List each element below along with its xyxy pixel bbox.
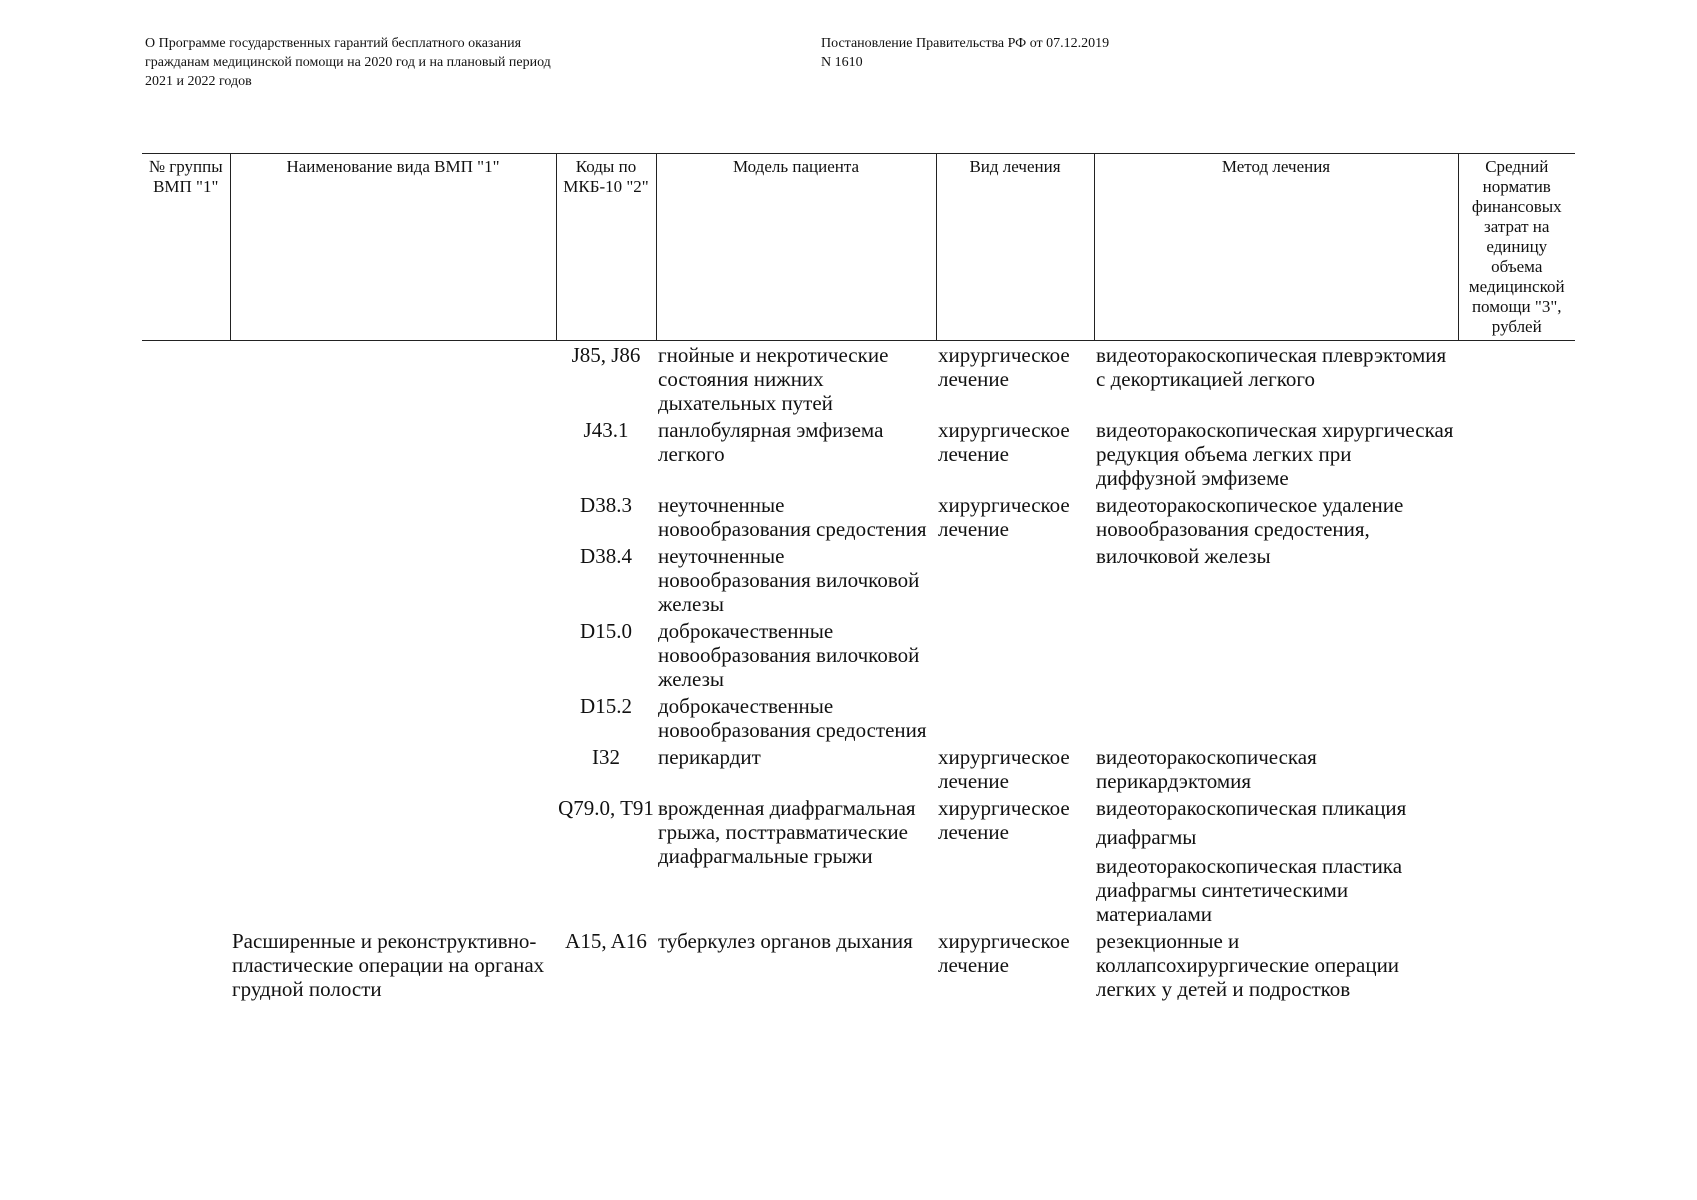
table-row	[142, 341, 1575, 417]
cell-icd-code: A15, A16	[565, 929, 647, 953]
cell-cost	[1458, 692, 1575, 743]
cell-patient-model: перикардит	[658, 745, 761, 769]
cell-group-number	[142, 794, 230, 927]
cell-treatment-method	[1094, 692, 1458, 743]
table-row	[142, 416, 1575, 491]
cell-group-number	[142, 416, 230, 491]
cell-group-number	[142, 491, 230, 542]
cell-treatment-type: хирургическое лечение	[938, 493, 1070, 541]
col-header-patient-model: Модель пациента	[656, 154, 936, 341]
cell-group-number	[142, 692, 230, 743]
cell-icd-code: Q79.0, T91	[558, 796, 654, 820]
cell-cost	[1458, 743, 1575, 794]
table-row	[142, 794, 1575, 927]
cell-cost	[1458, 542, 1575, 617]
col-header-icd-codes: Коды по МКБ-10 "2"	[556, 154, 656, 341]
cell-treatment-type	[936, 617, 1094, 692]
vmp-table	[142, 153, 1575, 1002]
cell-group-number	[142, 743, 230, 794]
cell-treatment-method: видеоторакоскопическая перикардэктомия	[1096, 745, 1317, 793]
cell-patient-model: врожденная диафрагмальная грыжа, посттравматические диафрагмальные грыжи	[658, 796, 916, 868]
col-header-group-number: № группы ВМП "1"	[142, 154, 230, 341]
cell-patient-model: неуточненные новообразования средостения	[658, 493, 927, 541]
method-line: видеоторакоскопическая пликация	[1096, 796, 1407, 820]
col-header-treatment-type: Вид лечения	[936, 154, 1094, 341]
cell-vmp-name	[230, 617, 556, 692]
cell-vmp-name	[230, 692, 556, 743]
cell-treatment-method	[1094, 794, 1458, 927]
cell-group-number	[142, 617, 230, 692]
cell-patient-model: неуточненные новообразования вилочковой железы	[658, 544, 920, 616]
cell-treatment-method: вилочковой железы	[1096, 544, 1271, 568]
table-row	[142, 617, 1575, 692]
cell-patient-model: гнойные и некротические состояния нижних дыхательных путей	[658, 343, 889, 415]
cell-icd-code: D15.0	[580, 619, 632, 643]
cell-treatment-method	[1094, 617, 1458, 692]
cell-group-number	[142, 927, 230, 1002]
col-header-vmp-name: Наименование вида ВМП "1"	[230, 154, 556, 341]
cell-treatment-type: хирургическое лечение	[938, 745, 1070, 793]
cell-cost	[1458, 927, 1575, 1002]
cell-group-number	[142, 341, 230, 417]
col-header-cost-standard: Средний норматив финансовых затрат на единицу объема медицинской помощи "3", рублей	[1458, 154, 1575, 341]
cell-treatment-type: хирургическое лечение	[938, 796, 1070, 844]
cell-cost	[1458, 794, 1575, 927]
cell-patient-model: панлобулярная эмфизема легкого	[658, 418, 884, 466]
cell-icd-code: D38.4	[580, 544, 632, 568]
cell-cost	[1458, 341, 1575, 417]
method-line: видеоторакоскопическая пластика диафрагмы синтетическими материалами	[1096, 854, 1403, 926]
cell-patient-model: доброкачественные новообразования вилочковой железы	[658, 619, 920, 691]
cell-vmp-name	[230, 794, 556, 927]
table-row	[142, 927, 1575, 1002]
cell-vmp-name	[230, 341, 556, 417]
cell-treatment-type: хирургическое лечение	[938, 418, 1070, 466]
cell-vmp-name	[230, 491, 556, 542]
cell-cost	[1458, 491, 1575, 542]
cell-cost	[1458, 617, 1575, 692]
cell-icd-code: J85, J86	[571, 343, 641, 367]
cell-icd-code: J43.1	[583, 418, 629, 442]
table-row	[142, 692, 1575, 743]
cell-vmp-name: Расширенные и реконструктивно-пластические операции на органах грудной полости	[232, 929, 545, 1001]
cell-group-number	[142, 542, 230, 617]
cell-patient-model: доброкачественные новообразования средостения	[658, 694, 927, 742]
cell-treatment-method: видеоторакоскопическое удаление новообразования средостения,	[1096, 493, 1404, 541]
cell-treatment-type: хирургическое лечение	[938, 343, 1070, 391]
table-header-row	[142, 154, 1575, 341]
cell-icd-code: I32	[592, 745, 620, 769]
cell-treatment-method: видеоторакоскопическая плеврэктомия с декортикацией легкого	[1096, 343, 1447, 391]
method-line: диафрагмы	[1096, 825, 1197, 849]
table-row	[142, 542, 1575, 617]
header-regulation-ref: Постановление Правительства РФ от 07.12.2019 N 1610	[821, 36, 1110, 70]
table-row	[142, 491, 1575, 542]
cell-treatment-type	[936, 692, 1094, 743]
cell-icd-code: D38.3	[580, 493, 632, 517]
header-document-title: О Программе государственных гарантий бесплатного оказания гражданам медицинской помощи на 2020 год и на плановый период 2021 и 2022 годов	[145, 36, 551, 89]
col-header-treatment-method: Метод лечения	[1094, 154, 1458, 341]
cell-treatment-method: видеоторакоскопическая хирургическая редукция объема легких при диффузной эмфиземе	[1096, 418, 1454, 490]
cell-treatment-method: резекционные и коллапсохирургические операции легких у детей и подростков	[1096, 929, 1400, 1001]
cell-vmp-name	[230, 542, 556, 617]
cell-vmp-name	[230, 416, 556, 491]
cell-patient-model: туберкулез органов дыхания	[658, 929, 913, 953]
cell-cost	[1458, 416, 1575, 491]
table-row	[142, 743, 1575, 794]
cell-vmp-name	[230, 743, 556, 794]
cell-treatment-type: хирургическое лечение	[938, 929, 1070, 977]
cell-treatment-type	[936, 542, 1094, 617]
cell-icd-code: D15.2	[580, 694, 632, 718]
